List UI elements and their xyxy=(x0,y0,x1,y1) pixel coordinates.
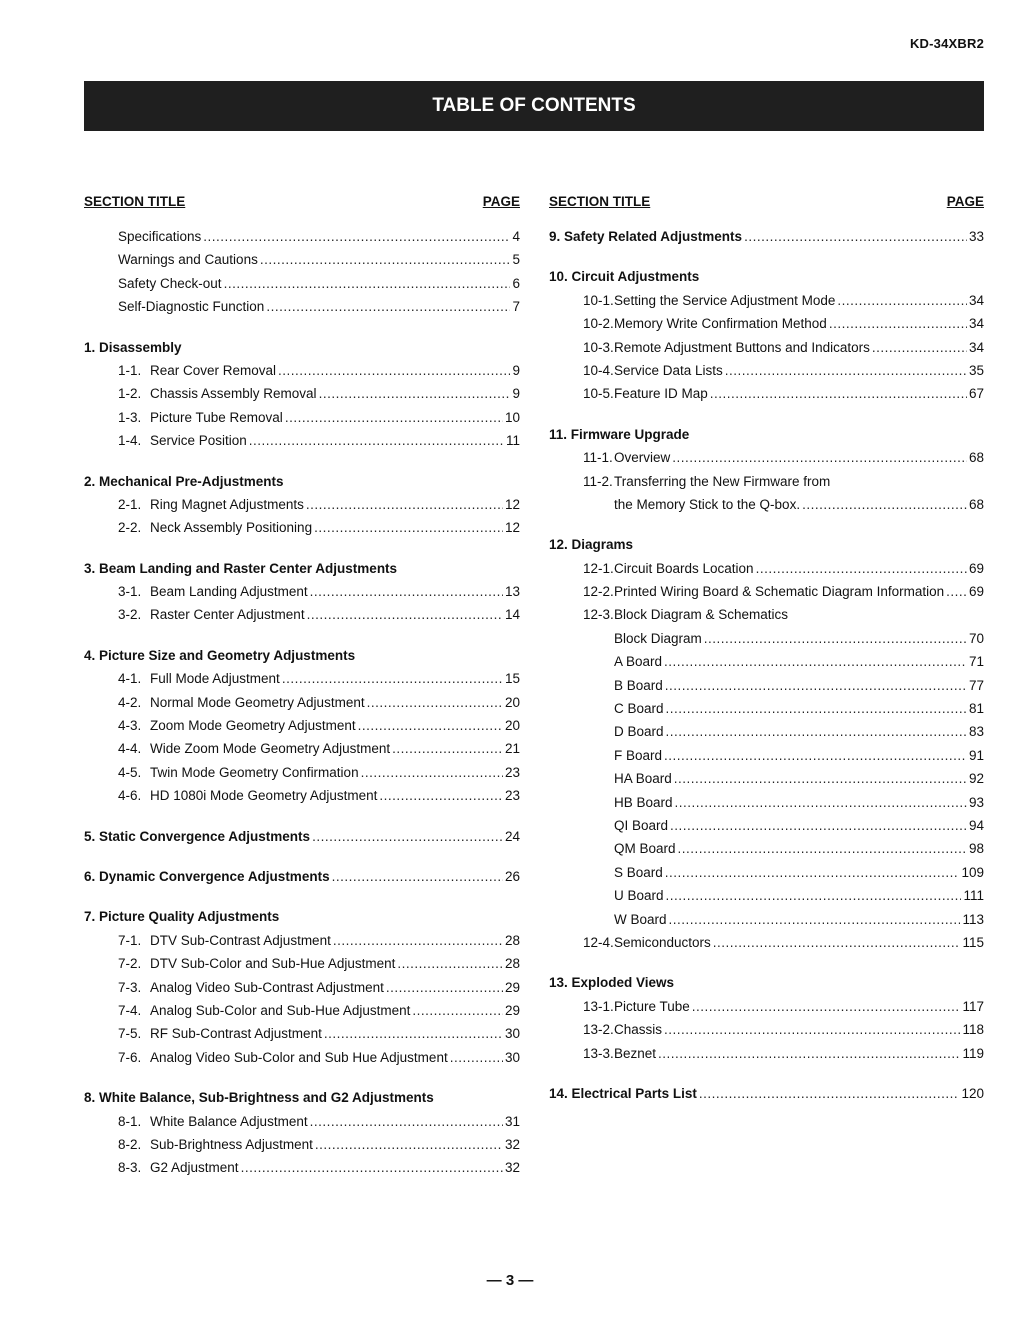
toc-entry[interactable]: 10-1. Setting the Service Adjustment Mode ..... 34 xyxy=(549,289,984,312)
section-heading: 1. Disassembly xyxy=(84,339,182,355)
column-header xyxy=(549,194,984,209)
section-heading: 2. Mechanical Pre-Adjustments xyxy=(84,473,284,489)
toc-entry[interactable]: 7-5. RF Sub-Contrast Adjustment ..... 30 xyxy=(84,1022,520,1045)
toc-entry[interactable]: 8-2. Sub-Brightness Adjustment ..... 32 xyxy=(84,1133,520,1156)
toc-entry[interactable]: Self-Diagnostic Function ..... 7 xyxy=(84,295,520,318)
toc-entry[interactable]: 7-4. Analog Sub-Color and Sub-Hue Adjustment ..... 29 xyxy=(84,999,520,1022)
toc-entry[interactable]: 2-1. Ring Magnet Adjustments ..... 12 xyxy=(84,493,520,516)
toc-section-entry[interactable]: 6. Dynamic Convergence Adjustments ..... 26 xyxy=(84,865,520,888)
model-number: KD-34XBR2 xyxy=(909,36,984,51)
section-heading: 8. White Balance, Sub-Brightness and G2 Adjustments xyxy=(84,1090,434,1106)
toc-subentry[interactable]: S Board ..... 109 xyxy=(549,861,984,884)
toc-entry[interactable]: 4-2. Normal Mode Geometry Adjustment ..... 20 xyxy=(84,691,520,714)
section-heading: 11. Firmware Upgrade xyxy=(549,426,690,442)
toc-subentry[interactable]: U Board ..... 111 xyxy=(549,884,984,907)
section-heading: 4. Picture Size and Geometry Adjustments xyxy=(84,647,356,663)
toc-subentry[interactable]: QI Board ..... 94 xyxy=(549,814,984,837)
toc-entry[interactable]: 2-2. Neck Assembly Positioning ..... 12 xyxy=(84,516,520,539)
section-heading: 3. Beam Landing and Raster Center Adjustments xyxy=(84,560,398,576)
toc-subentry[interactable]: HB Board ..... 93 xyxy=(549,791,984,814)
section-heading: 7. Picture Quality Adjustments xyxy=(84,909,280,925)
toc-entry[interactable]: 4-1. Full Mode Adjustment ..... 15 xyxy=(84,667,520,690)
toc-entry[interactable]: 10-4. Service Data Lists ..... 35 xyxy=(549,359,984,382)
toc-entry[interactable]: Specifications ..... 4 xyxy=(84,225,520,248)
toc-subentry[interactable]: C Board ..... 81 xyxy=(549,697,984,720)
toc-subentry[interactable]: B Board ..... 77 xyxy=(549,674,984,697)
toc-entry[interactable]: 7-3. Analog Video Sub-Contrast Adjustment ..... 29 xyxy=(84,976,520,999)
page-header: PAGE xyxy=(482,194,520,209)
toc-section-entry[interactable]: 14. Electrical Parts List ..... 120 xyxy=(549,1082,984,1105)
section-title-header: SECTION TITLE xyxy=(84,194,186,209)
section-heading: 13. Exploded Views xyxy=(549,975,675,991)
toc-subentry[interactable]: W Board ..... 113 xyxy=(549,908,984,931)
toc-entry[interactable]: 4-3. Zoom Mode Geometry Adjustment ..... 20 xyxy=(84,714,520,737)
toc-entry[interactable]: 12-3. Block Diagram & Schematics xyxy=(583,607,789,623)
toc-entry[interactable]: Warnings and Cautions ..... 5 xyxy=(84,248,520,271)
toc-entry[interactable]: Safety Check-out ..... 6 xyxy=(84,272,520,295)
toc-entry[interactable]: 7-1. DTV Sub-Contrast Adjustment ..... 28 xyxy=(84,929,520,952)
toc-entry[interactable]: 3-2. Raster Center Adjustment ..... 14 xyxy=(84,603,520,626)
page-header: PAGE xyxy=(946,194,984,209)
toc-entry[interactable]: 7-2. DTV Sub-Color and Sub-Hue Adjustment ..... 28 xyxy=(84,952,520,975)
toc-entry[interactable]: 12-1. Circuit Boards Location ..... 69 xyxy=(549,557,984,580)
page-number: — 3 — xyxy=(486,1272,534,1289)
toc-subentry[interactable]: D Board ..... 83 xyxy=(549,720,984,743)
toc-entry[interactable]: 4-5. Twin Mode Geometry Confirmation ..... 23 xyxy=(84,761,520,784)
toc-entry[interactable]: 3-1. Beam Landing Adjustment ..... 13 xyxy=(84,580,520,603)
column-header xyxy=(84,194,520,209)
section-heading: 12. Diagrams xyxy=(549,537,634,553)
toc-left-column xyxy=(84,194,520,1180)
toc-entry[interactable]: 8-1. White Balance Adjustment ..... 31 xyxy=(84,1110,520,1133)
toc-entry[interactable]: 13-1. Picture Tube ..... 117 xyxy=(549,995,984,1018)
toc-entry[interactable]: 10-3. Remote Adjustment Buttons and Indicators ..... 34 xyxy=(549,336,984,359)
page-title: TABLE OF CONTENTS xyxy=(84,81,984,131)
toc-entry-continued[interactable]: the Memory Stick to the Q-box. ..... 68 xyxy=(549,493,984,516)
toc-entry[interactable]: 1-3. Picture Tube Removal ..... 10 xyxy=(84,406,520,429)
toc-entry[interactable]: 12-2. Printed Wiring Board & Schematic Diagram Information ..... 69 xyxy=(549,580,984,603)
toc-entry[interactable]: 1-2. Chassis Assembly Removal ..... 9 xyxy=(84,382,520,405)
toc-subentry[interactable]: QM Board ..... 98 xyxy=(549,837,984,860)
toc-subentry[interactable]: F Board ..... 91 xyxy=(549,744,984,767)
toc-entry[interactable]: 7-6. Analog Video Sub-Color and Sub Hue Adjustment ..... 30 xyxy=(84,1046,520,1069)
toc-subentry[interactable]: HA Board ..... 92 xyxy=(549,767,984,790)
toc-entry[interactable]: 10-2. Memory Write Confirmation Method ..... 34 xyxy=(549,312,984,335)
toc-entry[interactable]: 13-3. Beznet ..... 119 xyxy=(549,1042,984,1065)
toc-section-entry[interactable]: 5. Static Convergence Adjustments ..... 24 xyxy=(84,825,520,848)
toc-subentry[interactable]: A Board ..... 71 xyxy=(549,650,984,673)
toc-entry[interactable]: 8-3. G2 Adjustment ..... 32 xyxy=(84,1156,520,1179)
toc-subentry[interactable]: Block Diagram ..... 70 xyxy=(549,627,984,650)
toc-entry[interactable]: 12-4. Semiconductors ..... 115 xyxy=(549,931,984,954)
toc-entry[interactable]: 13-2. Chassis ..... 118 xyxy=(549,1018,984,1041)
toc-entry[interactable]: 1-4. Service Position ..... 11 xyxy=(84,429,520,452)
section-heading: 10. Circuit Adjustments xyxy=(549,269,700,285)
toc-entry[interactable]: 4-4. Wide Zoom Mode Geometry Adjustment ..... 21 xyxy=(84,737,520,760)
toc-entry[interactable]: 4-6. HD 1080i Mode Geometry Adjustment ..... 23 xyxy=(84,784,520,807)
toc-right-column xyxy=(549,194,984,1105)
toc-entry[interactable]: 10-5. Feature ID Map ..... 67 xyxy=(549,382,984,405)
toc-entry[interactable]: 11-2. Transferring the New Firmware from xyxy=(583,473,831,489)
toc-entry[interactable]: 1-1. Rear Cover Removal ..... 9 xyxy=(84,359,520,382)
toc-entry[interactable]: 11-1. Overview ..... 68 xyxy=(549,446,984,469)
section-title-header: SECTION TITLE xyxy=(549,194,651,209)
toc-section-entry[interactable]: 9. Safety Related Adjustments ..... 33 xyxy=(549,225,984,248)
